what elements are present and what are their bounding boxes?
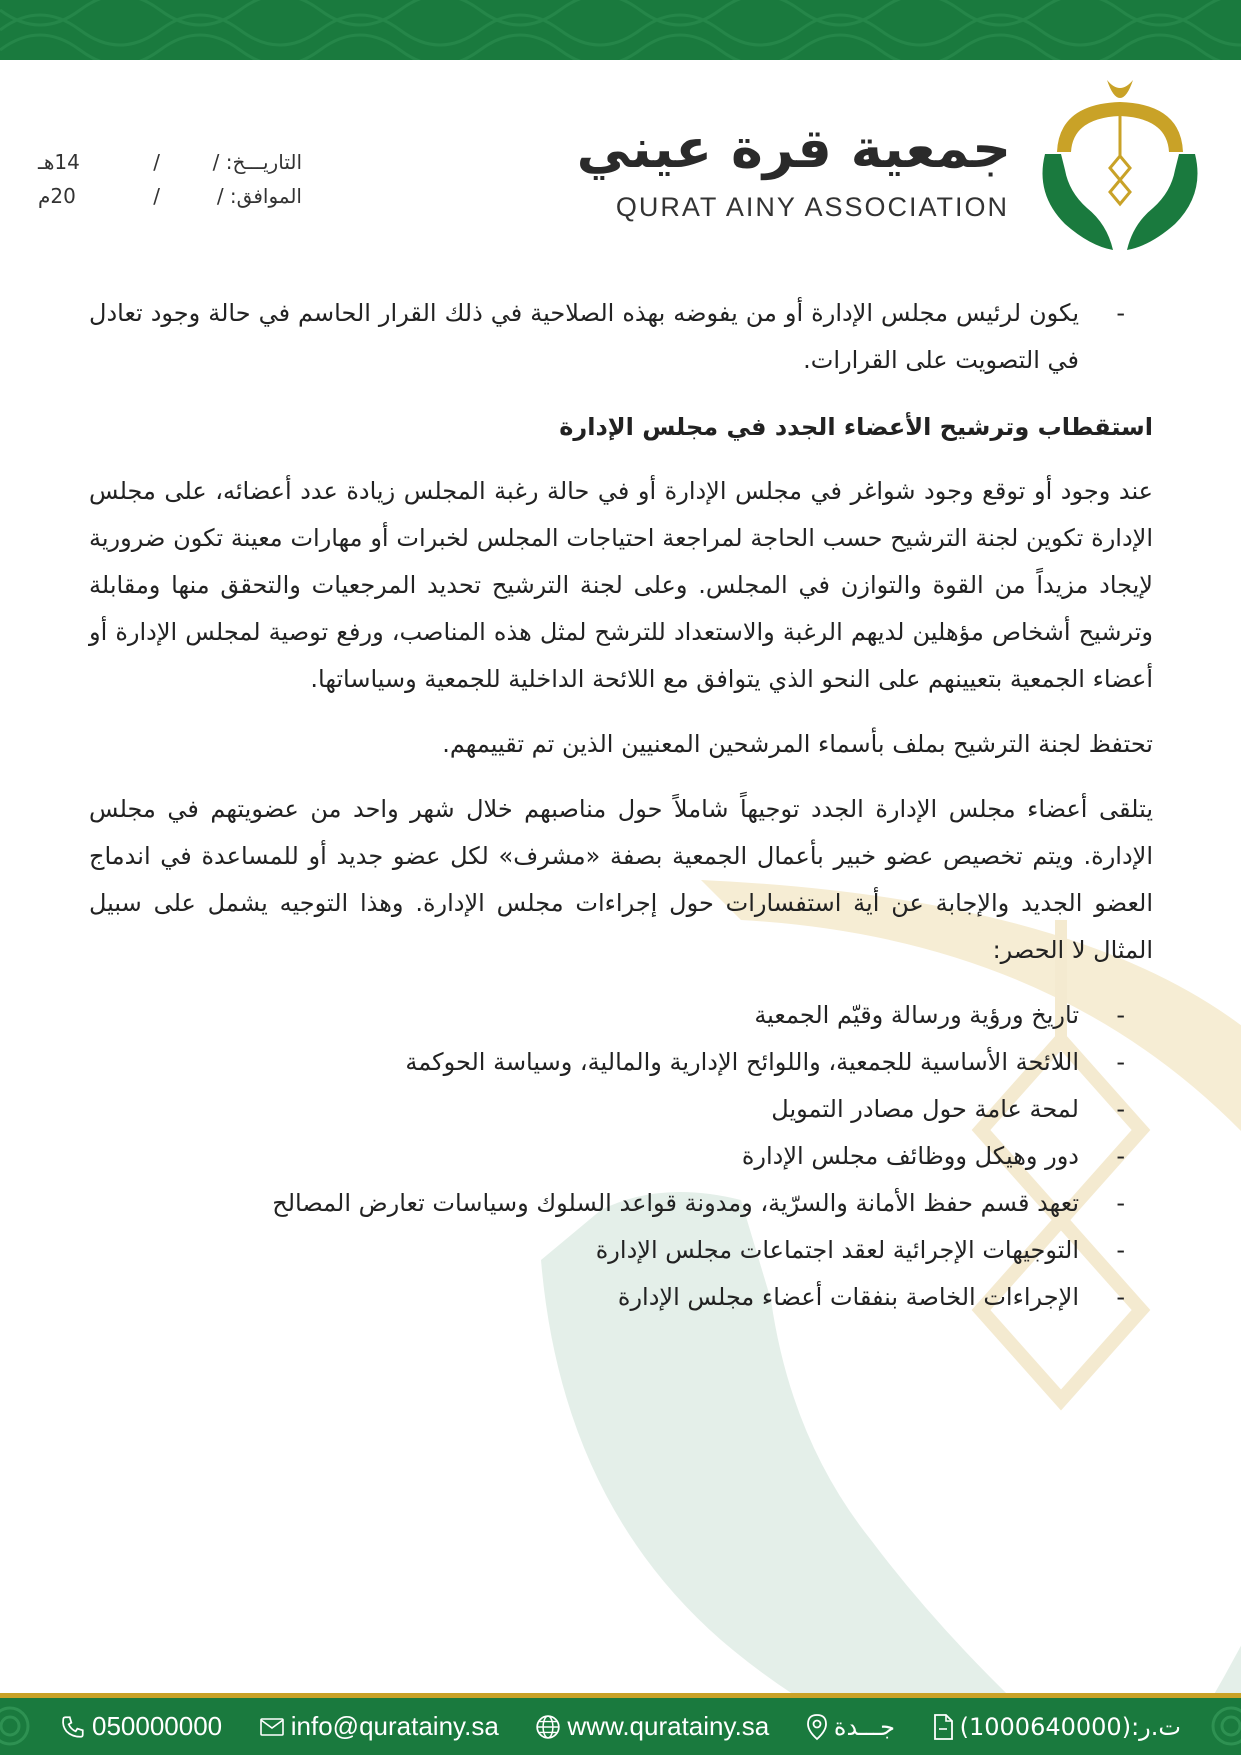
list-item: - تعهد قسم حفظ الأمانة والسرّية، ومدونة قواعد السلوك وسياسات تعارض المصالح (89, 1180, 1153, 1227)
paragraph-orientation: يتلقى أعضاء مجلس الإدارة الجدد توجيهاً شاملاً حول مناصبهم خلال شهر واحد من عضويتهم في مجلس الإدارة. ويتم تخصيص عضو خبير بأعمال الجمعية بصفة «مشرف» لكل عضو جديد أو للمساعدة في اندماج العضو الجديد والإجابة عن أية استفسارات حول إجراءات مجلس الإدارة. وهذا التوجيه يشمل على سبيل المثال لا الحصر: (89, 795, 1153, 964)
website-url: www.quratainy.sa (567, 1711, 770, 1741)
email-address: info@quratainy.sa (290, 1711, 499, 1741)
footer-email[interactable] (259, 1711, 499, 1742)
list-item: - الإجراءات الخاصة بنفقات أعضاء مجلس الإدارة (89, 1274, 1153, 1321)
hijri-date-slash: / (153, 150, 160, 174)
arabesque-pattern-icon (0, 0, 1241, 60)
document-icon (932, 1713, 954, 1741)
hijri-date-label: التاريـــخ: / (212, 150, 302, 174)
footer-website[interactable] (535, 1711, 769, 1742)
org-name-arabic: جمعية قرة عيني (576, 117, 1011, 180)
city-name: جـــدة (833, 1712, 895, 1741)
phone-number: 050000000 (92, 1711, 223, 1741)
envelope-icon (259, 1716, 285, 1738)
hijri-year-suffix: 14هـ (38, 150, 80, 174)
footer-contacts (60, 1698, 1181, 1755)
footer-phone[interactable] (60, 1711, 222, 1742)
gregorian-date-row (30, 184, 310, 218)
footer-pattern-right-icon (1181, 1698, 1241, 1755)
paragraph-nomination-committee: عند وجود أو توقع وجود شواغر في مجلس الإدارة أو في حالة رغبة المجلس زيادة عدد أعضائه، على مجلس الإدارة تكوين لجنة الترشيح حسب الحاجة لمراجعة احتياجات المجلس لخبرات أو مهارات معينة تكون ضرورية لإيجاد مزيداً من القوة والتوازن في المجلس. وعلى لجنة الترشيح تحديد المرجعيات والتحقق منها ومقابلة وترشيح أشخاص مؤهلين لديهم الرغبة والاستعداد للترشح لمثل هذه المناصب، ورفع توصية لمجلس الإدارة أو أعضاء الجمعية بتعيينهم على النحو الذي يتوافق مع اللائحة الداخلية للجمعية وسياساتها. (89, 477, 1153, 693)
footer (0, 1698, 1241, 1755)
gregorian-date-slash: / (153, 184, 160, 208)
intro-bullet: - يكون لرئيس مجلس الإدارة أو من يفوضه بهذه الصلاحية في ذلك القرار الحاسم في حالة وجود تعادل في التصويت على القرارات. (89, 290, 1153, 384)
hijri-date-row (30, 150, 310, 184)
registration-number: ت.ر:(1000640000) (959, 1712, 1181, 1741)
paragraph-candidates-file: تحتفظ لجنة الترشيح بملف بأسماء المرشحين المعنيين الذين تم تقييمهم. (442, 730, 1153, 758)
list-item: - تاريخ ورؤية ورسالة وقيّم الجمعية (89, 992, 1153, 1039)
footer-location (806, 1713, 895, 1741)
logo-emblem-icon (1035, 74, 1205, 254)
org-name-english: QURAT AINY ASSOCIATION (615, 192, 1009, 222)
location-pin-icon (806, 1713, 828, 1741)
top-decorative-band (0, 0, 1241, 60)
document-body (89, 290, 1153, 1321)
list-item: - دور وهيكل ووظائف مجلس الإدارة (89, 1133, 1153, 1180)
gregorian-year-suffix: 20م (38, 184, 76, 208)
list-item: - لمحة عامة حول مصادر التمويل (89, 1086, 1153, 1133)
orientation-topics-list (89, 992, 1153, 1321)
footer-registration (932, 1713, 1181, 1741)
gregorian-date-label: الموافق: / (216, 184, 302, 208)
section-title: استقطاب وترشيح الأعضاء الجدد في مجلس الإدارة (559, 413, 1153, 441)
date-block (30, 150, 310, 218)
list-item: - التوجيهات الإجرائية لعقد اجتماعات مجلس الإدارة (89, 1227, 1153, 1274)
footer-pattern-left-icon (0, 1698, 60, 1755)
globe-icon (535, 1714, 561, 1740)
phone-icon (60, 1714, 86, 1740)
list-item: - اللائحة الأساسية للجمعية، واللوائح الإدارية والمالية، وسياسة الحوكمة (89, 1039, 1153, 1086)
